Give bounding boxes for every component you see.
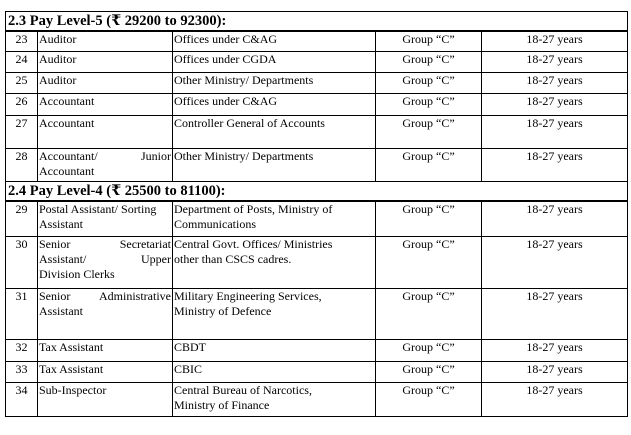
serial-number: 34 — [6, 382, 38, 416]
post-name-part: Administrative — [99, 288, 171, 303]
post-name-part: Accountant/ — [39, 148, 98, 163]
post-name-part: Senior — [39, 288, 71, 303]
serial-number: 26 — [6, 93, 38, 115]
section-heading: 2.3 Pay Level-5 (₹ 29200 to 92300): — [6, 12, 628, 32]
serial-number: 28 — [6, 148, 38, 181]
serial-number: 30 — [6, 236, 38, 288]
department-part: Central Govt. Offices/ Ministries — [174, 236, 333, 251]
group: Group “C” — [376, 51, 482, 72]
age-limit: 18-27 years — [482, 382, 628, 416]
department-part: Department of Posts, Ministry of — [174, 202, 333, 216]
serial-number: 33 — [6, 361, 38, 382]
table-row — [6, 93, 628, 115]
post-name-part: Accountant — [39, 163, 95, 178]
table-row — [6, 148, 628, 181]
post-name-part: Junior — [141, 148, 171, 163]
department-part: other than CSCS cadres. — [174, 251, 292, 266]
serial-number: 27 — [6, 115, 38, 148]
table-row — [6, 288, 628, 339]
serial-number: 29 — [6, 201, 38, 236]
department: Offices under CGDA — [173, 51, 376, 72]
table-row — [6, 115, 628, 148]
group: Group “C” — [376, 201, 482, 236]
post-name-part: Division Clerks — [39, 266, 115, 281]
serial-number: 32 — [6, 339, 38, 361]
serial-number: 25 — [6, 72, 38, 93]
post-name: Sub-Inspector — [38, 382, 173, 416]
post-name-part: Senior — [39, 236, 71, 251]
post-name: Tax Assistant — [38, 361, 173, 382]
post-name-part: Assistant — [39, 217, 84, 231]
department: CBDT — [173, 339, 376, 361]
age-limit: 18-27 years — [482, 236, 628, 288]
post-name-line — [39, 289, 171, 304]
age-limit: 18-27 years — [482, 201, 628, 236]
age-limit: 18-27 years — [482, 72, 628, 93]
group: Group “C” — [376, 31, 482, 51]
section-heading-row — [6, 12, 628, 32]
post-name: Auditor — [38, 51, 173, 72]
group: Group “C” — [376, 93, 482, 115]
group: Group “C” — [376, 148, 482, 181]
serial-number: 31 — [6, 288, 38, 339]
post-name-part: Assistant/ — [39, 251, 87, 266]
group: Group “C” — [376, 72, 482, 93]
group: Group “C” — [376, 361, 482, 382]
department — [173, 382, 376, 416]
section-heading: 2.4 Pay Level-4 (₹ 25500 to 81100): — [6, 181, 628, 201]
department — [173, 201, 376, 236]
post-name-part: Postal Assistant/ Sorting — [39, 202, 157, 216]
department — [173, 288, 376, 339]
group: Group “C” — [376, 115, 482, 148]
post-name-line — [39, 237, 171, 252]
serial-number: 24 — [6, 51, 38, 72]
department: Controller General of Accounts — [173, 115, 376, 148]
post-name-part: Upper — [141, 251, 171, 266]
age-limit: 18-27 years — [482, 31, 628, 51]
department: Other Ministry/ Departments — [173, 148, 376, 181]
post-name — [38, 201, 173, 236]
serial-number: 23 — [6, 31, 38, 51]
table-row — [6, 361, 628, 382]
age-limit: 18-27 years — [482, 115, 628, 148]
department-part: Central Bureau of Narcotics, — [174, 382, 312, 397]
department-part: Communications — [174, 217, 256, 231]
department — [173, 236, 376, 288]
group: Group “C” — [376, 288, 482, 339]
table-row — [6, 382, 628, 416]
group: Group “C” — [376, 236, 482, 288]
post-name-line — [39, 252, 171, 267]
post-name: Tax Assistant — [38, 339, 173, 361]
age-limit: 18-27 years — [482, 93, 628, 115]
table-row — [6, 236, 628, 288]
department-part: Military Engineering Services, — [174, 288, 322, 303]
table-row — [6, 339, 628, 361]
age-limit: 18-27 years — [482, 148, 628, 181]
group: Group “C” — [376, 382, 482, 416]
department: Other Ministry/ Departments — [173, 72, 376, 93]
post-name — [38, 288, 173, 339]
table-row — [6, 31, 628, 51]
table-row — [6, 72, 628, 93]
post-name: Auditor — [38, 31, 173, 51]
post-name-part: Secretariat — [119, 236, 171, 251]
department-part: Ministry of Finance — [174, 397, 270, 412]
post-name-part: Assistant — [39, 303, 84, 318]
post-name — [38, 148, 173, 181]
post-name: Auditor — [38, 72, 173, 93]
department-part: Ministry of Defence — [174, 303, 272, 318]
department: Offices under C&AG — [173, 31, 376, 51]
department: CBIC — [173, 361, 376, 382]
post-name: Accountant — [38, 93, 173, 115]
age-limit: 18-27 years — [482, 339, 628, 361]
section-heading-row — [6, 181, 628, 201]
posts-table — [5, 11, 628, 417]
post-name: Accountant — [38, 115, 173, 148]
age-limit: 18-27 years — [482, 288, 628, 339]
post-name-line — [39, 149, 171, 164]
post-name — [38, 236, 173, 288]
department: Offices under C&AG — [173, 93, 376, 115]
table-row — [6, 201, 628, 236]
table-row — [6, 51, 628, 72]
age-limit: 18-27 years — [482, 361, 628, 382]
age-limit: 18-27 years — [482, 51, 628, 72]
group: Group “C” — [376, 339, 482, 361]
